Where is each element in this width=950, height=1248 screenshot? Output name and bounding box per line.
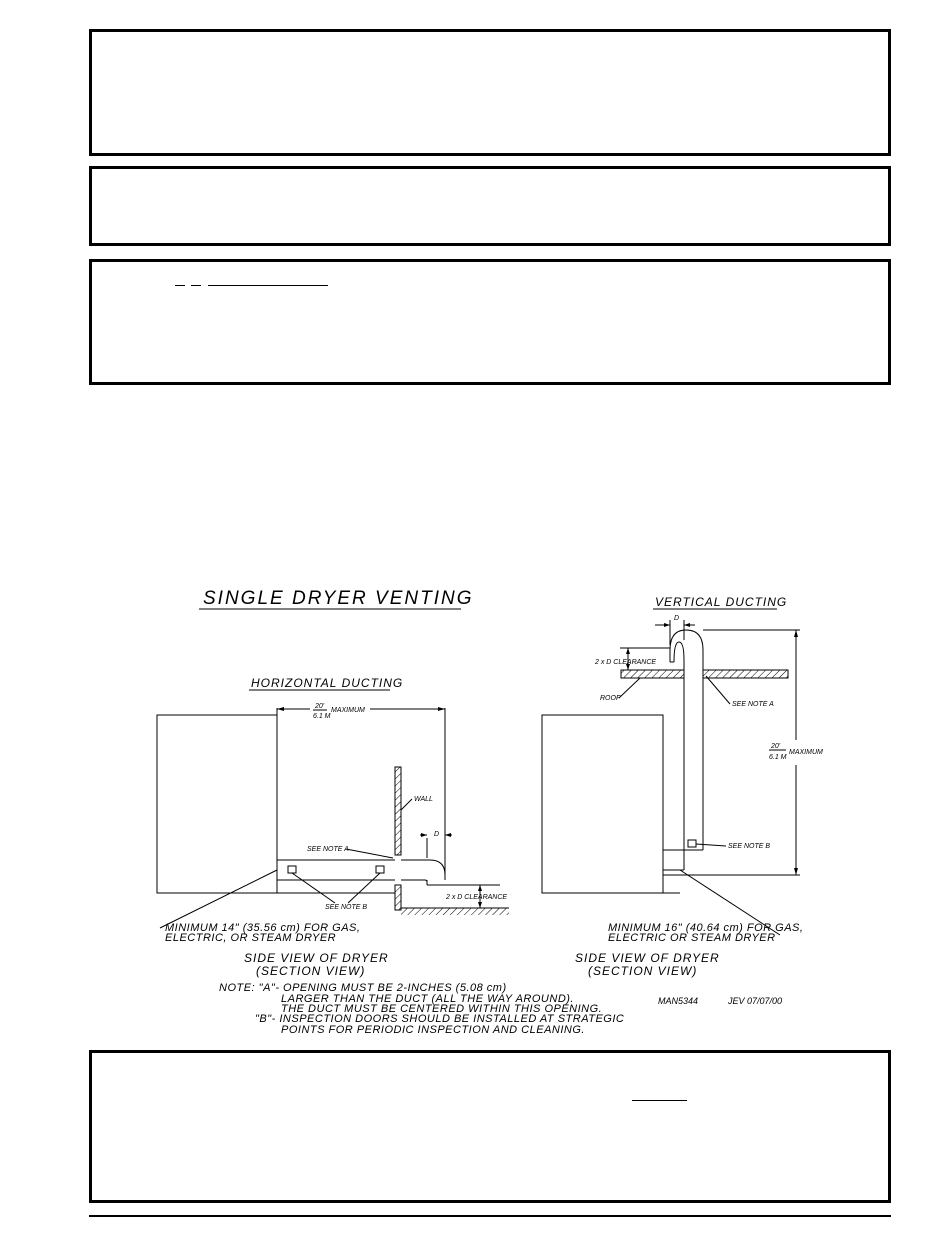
horizontal-ground-hatch <box>401 908 509 915</box>
vertical-dryer-body <box>542 715 663 893</box>
horizontal-min-leader <box>160 870 277 928</box>
diagram-title: SINGLE DRYER VENTING <box>203 588 474 609</box>
vertical-dim-m: 6.1 M <box>769 754 787 761</box>
vertical-min-line1: MINIMUM 16" (40.64 cm) FOR GAS, <box>608 922 804 934</box>
vertical-roof-leader <box>619 678 640 698</box>
vertical-section-view: (SECTION VIEW) <box>588 964 698 978</box>
horizontal-dryer-body <box>157 715 277 893</box>
horizontal-dim-max: MAXIMUM <box>331 707 365 714</box>
horizontal-note-a-leader <box>346 849 393 858</box>
horizontal-section-view: (SECTION VIEW) <box>256 964 366 978</box>
vertical-inspection-door <box>688 840 696 847</box>
vertical-note-b-leader <box>696 844 726 846</box>
vertical-min-line2: ELECTRIC OR STEAM DRYER <box>608 932 776 944</box>
horizontal-inspection-door-2 <box>376 866 384 873</box>
vertical-see-note-a: SEE NOTE A <box>732 701 774 708</box>
horizontal-wall-upper <box>395 767 401 855</box>
note-line-5: POINTS FOR PERIODIC INSPECTION AND CLEANING. <box>281 1024 585 1036</box>
vertical-note-a-leader <box>706 676 730 704</box>
horizontal-min-line2: ELECTRIC, OR STEAM DRYER <box>165 932 337 944</box>
horizontal-d-label: D <box>434 831 440 838</box>
note-line-4: "B"- INSPECTION DOORS SHOULD BE INSTALLED AT STRATEGIC <box>255 1013 625 1025</box>
vertical-title: VERTICAL DUCTING <box>655 595 788 609</box>
vertical-gooseneck-inner <box>674 642 684 662</box>
vertical-clearance-label: 2 x D CLEARANCE <box>595 659 657 666</box>
horizontal-dim-arrow-right <box>438 707 445 711</box>
horizontal-elbow-outer <box>430 860 445 880</box>
horizontal-note-b-leader-2 <box>348 873 380 903</box>
vertical-see-note-b: SEE NOTE B <box>728 843 771 850</box>
horizontal-wall-lower <box>395 885 401 910</box>
vertical-side-view: SIDE VIEW OF DRYER <box>575 951 720 965</box>
drawing-ref-code: MAN5344 <box>658 996 699 1006</box>
vertical-dim-ft: 20' <box>771 743 781 750</box>
vertical-roof-left <box>621 670 684 678</box>
drawing-ref-date: JEV 07/07/00 <box>728 996 783 1006</box>
horizontal-see-note-b: SEE NOTE B <box>325 904 368 911</box>
horizontal-see-note-a: SEE NOTE A <box>307 846 349 853</box>
horizontal-note-b-leader-1 <box>292 873 335 903</box>
vertical-roof-right <box>703 670 788 678</box>
vertical-roof-label: ROOF <box>600 695 621 702</box>
horizontal-inspection-door-1 <box>288 866 296 873</box>
horizontal-clearance-label: 2 x D CLEARANCE <box>446 894 508 901</box>
horizontal-dim-arrow-left <box>277 707 284 711</box>
horizontal-min-line1: MINIMUM 14" (35.56 cm) FOR GAS, <box>165 922 361 934</box>
horizontal-title: HORIZONTAL DUCTING <box>251 676 404 690</box>
note-line-2: LARGER THAN THE DUCT (ALL THE WAY AROUND). <box>281 993 574 1005</box>
vertical-dim-max: MAXIMUM <box>789 749 823 756</box>
horizontal-dim-ft: 20' <box>315 703 325 710</box>
horizontal-side-view: SIDE VIEW OF DRYER <box>244 951 389 965</box>
horizontal-wall-label: WALL <box>414 796 433 803</box>
note-line-3: THE DUCT MUST BE CENTERED WITHIN THIS OPENING. <box>281 1003 603 1015</box>
horizontal-dim-m: 6.1 M <box>313 713 331 720</box>
note-line-1: NOTE: "A"- OPENING MUST BE 2-INCHES (5.08 cm) <box>219 982 507 994</box>
vertical-d-label: D <box>674 615 680 622</box>
